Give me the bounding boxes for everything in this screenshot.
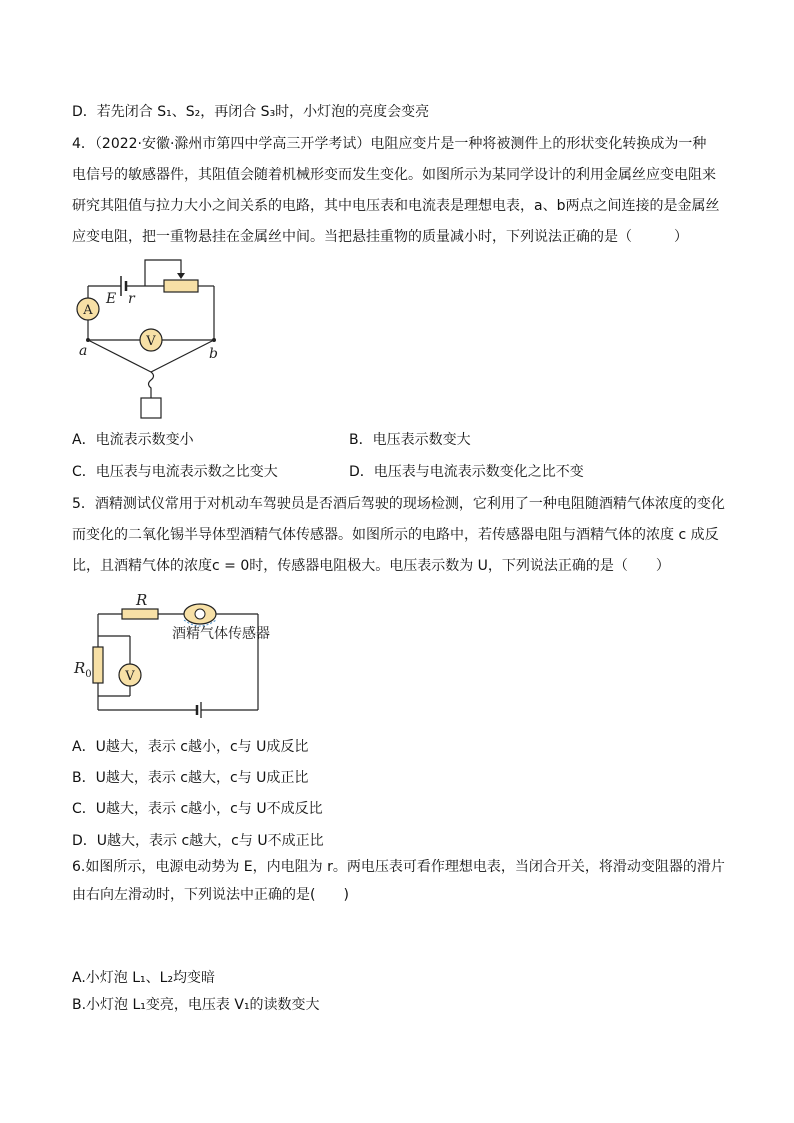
- hook: [149, 372, 154, 398]
- q4-option-a: A．电流表示数变小: [72, 432, 194, 448]
- q4-option-d: D．电压表与电流表示数变化之比不变: [349, 464, 584, 480]
- label-b: b: [209, 346, 218, 362]
- q4-stem-line-4: 应变电阻，把一重物悬挂在金属丝中间。当把悬挂重物的质量减小时，下列说法正确的是（ ）: [72, 229, 688, 245]
- q6-option-a: A.小灯泡 L₁、L₂均变暗: [72, 970, 216, 986]
- node-a: [86, 338, 90, 342]
- label-R0: $R_0$: [74, 659, 92, 680]
- ammeter-label: A: [83, 303, 93, 318]
- hanging-weight: [141, 398, 161, 418]
- rheostat-resistor: [164, 280, 198, 292]
- q3-option-d: D．若先闭合 S₁、S₂，再闭合 S₃时，小灯泡的亮度会变亮: [72, 104, 430, 120]
- resistor-R0: [93, 647, 103, 683]
- voltmeter-label: V: [125, 669, 135, 684]
- sensor-label: 酒精气体传感器: [172, 626, 270, 642]
- q6-stem-line-2: 由右向左滑动时，下列说法中正确的是( ): [72, 887, 349, 903]
- q4-stem-line-3: 研究其阻值与拉力大小之间关系的电路，其中电压表和电流表是理想电表，a、b两点之间连接的是金属丝: [72, 198, 720, 214]
- label-r: r: [128, 291, 135, 307]
- q5-option-b: B．U越大，表示 c越大，c与 U成正比: [72, 770, 309, 786]
- q6-option-b: B.小灯泡 L₁变亮，电压表 V₁的读数变大: [72, 997, 320, 1013]
- q4-stem-line-2: 电信号的敏感器件，其阻值会随着机械形变而发生变化。如图所示为某同学设计的利用金属丝应变电阻来: [72, 167, 716, 183]
- q4-option-c: C．电压表与电流表示数之比变大: [72, 464, 278, 480]
- label-R: R: [136, 592, 148, 609]
- q5-stem-line-2: 而变化的二氧化锡半导体型酒精气体传感器。如图所示的电路中，若传感器电阻与酒精气体的浓度 c 成反: [72, 527, 719, 543]
- q5-circuit-diagram: [70, 592, 270, 722]
- voltmeter-label: V: [146, 334, 156, 349]
- q4-stem-line-1: 4．（2022·安徽·滁州市第四中学高三开学考试）电阻应变片是一种将被测件上的形状变化转换成为一种: [72, 136, 707, 152]
- q5-stem-line-3: 比，且酒精气体的浓度c = 0时，传感器电阻极大。电压表示数为 U，下列说法正确的是（ ）: [72, 558, 670, 574]
- q4-option-b: B．电压表示数变大: [349, 432, 471, 448]
- q5-stem-line-1: 5．酒精测试仪常用于对机动车驾驶员是否酒后驾驶的现场检测，它利用了一种电阻随酒精气体浓度的变化: [72, 496, 725, 512]
- resistor-R: [122, 609, 158, 619]
- label-a: a: [79, 343, 88, 359]
- q5-option-d: D．U越大，表示 c越大，c与 U不成正比: [72, 833, 324, 849]
- q4-circuit-diagram: [68, 256, 238, 426]
- q5-option-c: C．U越大，表示 c越小，c与 U不成反比: [72, 801, 323, 817]
- label-E: E: [106, 291, 117, 307]
- q5-option-a: A．U越大，表示 c越小，c与 U成反比: [72, 739, 309, 755]
- node-b: [212, 338, 216, 342]
- q6-stem-line-1: 6.如图所示，电源电动势为 E，内电阻为 r。两电压表可看作理想电表，当闭合开关，将滑动变阻器的滑片: [72, 859, 725, 875]
